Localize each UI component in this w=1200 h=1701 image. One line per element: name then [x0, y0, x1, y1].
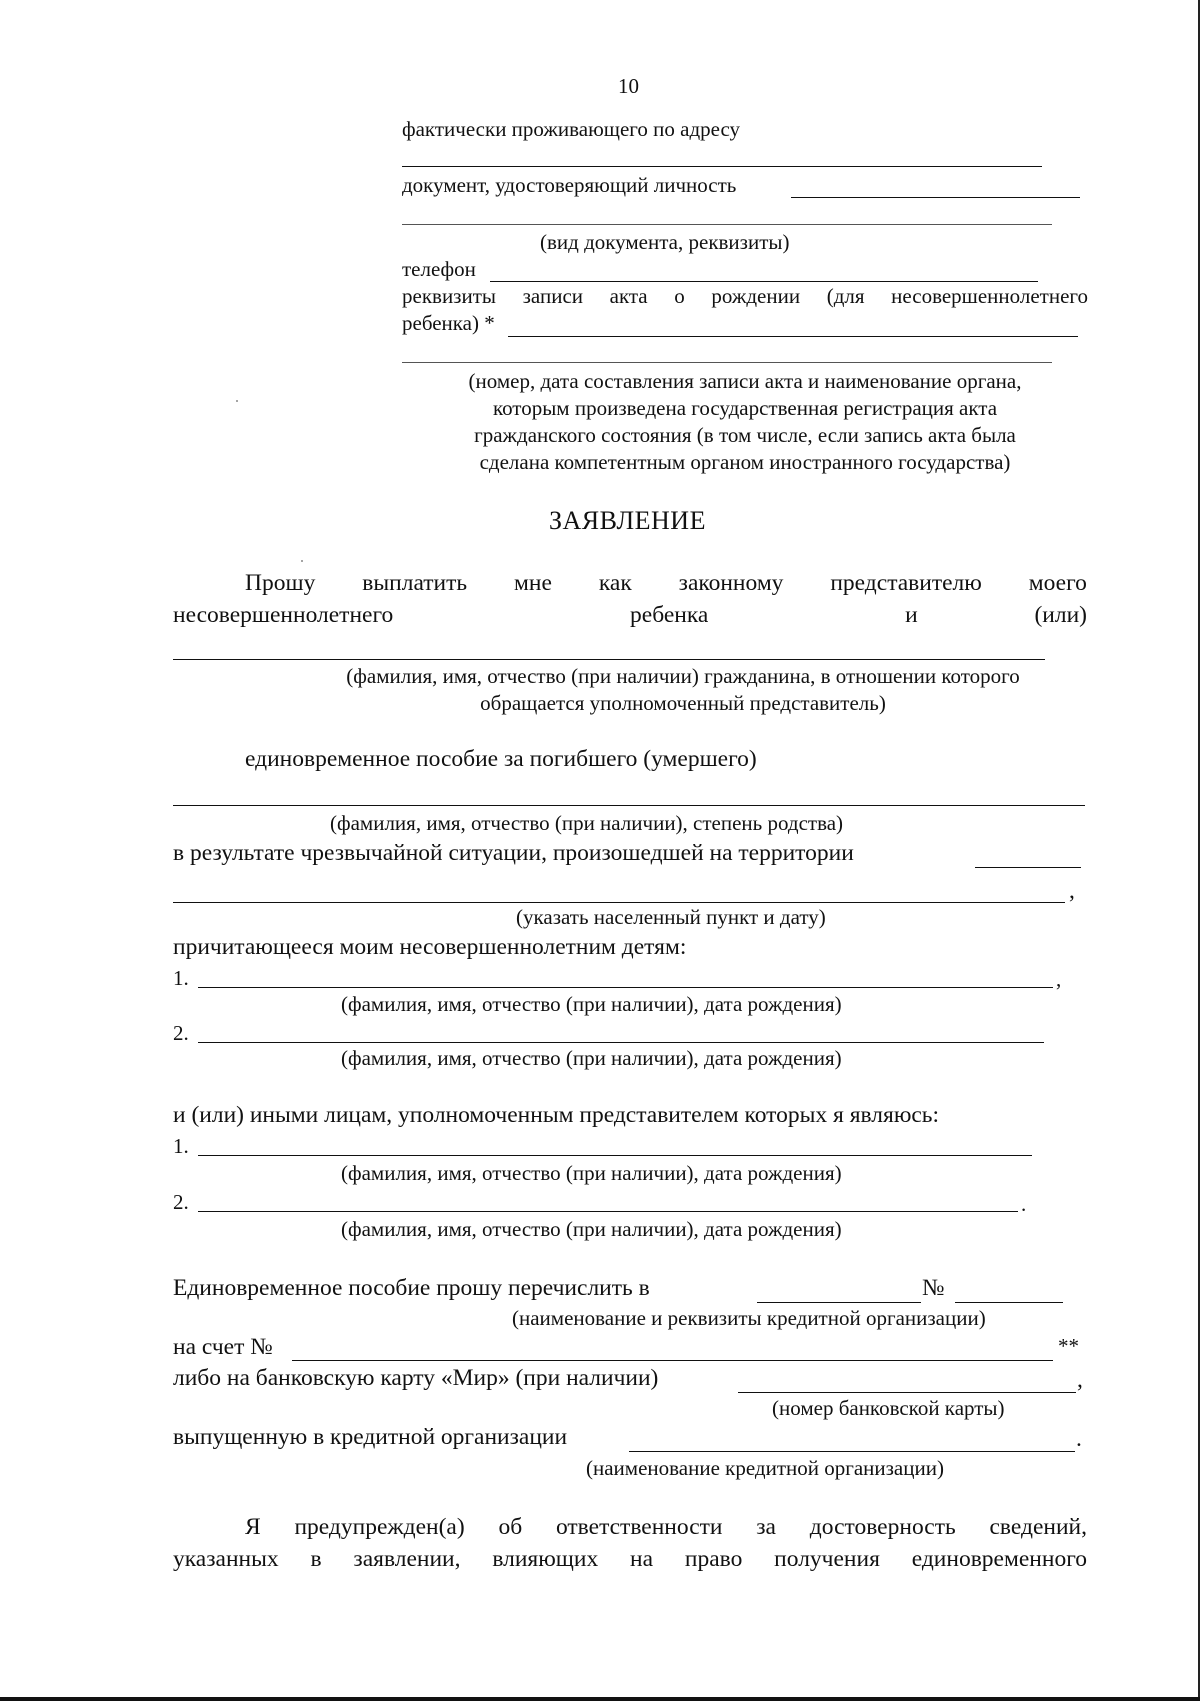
birth-record-line[interactable]	[508, 336, 1078, 337]
child-1-line[interactable]	[198, 987, 1053, 988]
request-word: (или)	[1034, 602, 1087, 628]
child-1-number: 1.	[173, 966, 189, 990]
phone-line[interactable]	[490, 281, 1038, 282]
birth-record-hint-2: которым произведена государственная регистрация акта	[492, 396, 998, 420]
double-asterisk: **	[1058, 1334, 1079, 1358]
page-number: 10	[618, 74, 639, 98]
id-document-line-2[interactable]	[402, 224, 1052, 225]
child-1-hint: (фамилия, имя, отчество (при наличии), дата рождения)	[341, 992, 842, 1016]
birth-record-hint-3: гражданского состояния (в том числе, если запись акта была	[474, 423, 1016, 447]
issued-hint: (наименование кредитной организации)	[586, 1456, 944, 1480]
transfer-text: Единовременное пособие прошу перечислить в	[173, 1275, 650, 1301]
birth-record-label	[402, 284, 1088, 309]
request-word: моего	[1028, 570, 1087, 596]
place-hint: (указать населенный пункт и дату)	[516, 905, 826, 929]
scan-speck	[301, 560, 303, 562]
id-document-line[interactable]	[791, 197, 1080, 198]
birth-record-label-2: ребенка) *	[402, 311, 495, 335]
bank-hint: (наименование и реквизиты кредитной организации)	[512, 1306, 986, 1330]
number-sign: №	[922, 1275, 945, 1301]
card-line[interactable]	[738, 1392, 1076, 1393]
account-line[interactable]	[292, 1360, 1053, 1361]
phone-label: телефон	[402, 257, 476, 281]
child-2-number: 2.	[173, 1021, 189, 1045]
request-word: как	[598, 570, 632, 596]
request-line-1	[245, 570, 1087, 597]
citizen-name-line[interactable]	[173, 659, 1045, 660]
child-1-end: ,	[1056, 967, 1062, 991]
other-2-number: 2.	[173, 1190, 189, 1214]
other-1-hint: (фамилия, имя, отчество (при наличии), дата рождения)	[341, 1161, 842, 1185]
issued-text: выпущенную в кредитной организации	[173, 1424, 568, 1450]
page-edge-bottom	[0, 1697, 1200, 1701]
issued-line[interactable]	[629, 1451, 1075, 1452]
request-line-2	[173, 602, 1087, 629]
other-2-line[interactable]	[198, 1211, 1018, 1212]
request-word: Прошу	[245, 570, 316, 596]
citizen-hint-2: обращается уполномоченный представитель)	[480, 691, 886, 715]
benefit-text: единовременное пособие за погибшего (умершего)	[245, 746, 757, 772]
citizen-hint-1: (фамилия, имя, отчество (при наличии) гражданина, в отношении которого	[346, 664, 1020, 688]
card-end: ,	[1077, 1367, 1083, 1393]
request-word: законному	[678, 570, 784, 596]
id-document-hint: (вид документа, реквизиты)	[540, 230, 790, 254]
request-word: несовершеннолетнего	[173, 602, 394, 628]
territory-line-2[interactable]	[173, 902, 1065, 903]
other-2-hint: (фамилия, имя, отчество (при наличии), дата рождения)	[341, 1217, 842, 1241]
request-word: выплатить	[362, 570, 468, 596]
card-hint: (номер банковской карты)	[772, 1396, 1005, 1420]
birth-record-hint-1: (номер, дата составления записи акта и наименование органа,	[468, 369, 1022, 393]
document-title: ЗАЯВЛЕНИЕ	[549, 506, 706, 535]
bank-number-line[interactable]	[955, 1302, 1063, 1303]
request-word: и	[905, 602, 918, 628]
other-2-end: .	[1021, 1192, 1027, 1216]
address-line[interactable]	[402, 166, 1042, 167]
scan-speck	[236, 400, 238, 402]
territory-line[interactable]	[975, 867, 1081, 868]
warning-line-1: Я предупрежден(а) об ответственности за достоверность сведений,	[245, 1514, 1087, 1540]
bank-name-line[interactable]	[757, 1302, 921, 1303]
others-text: и (или) иными лицам, уполномоченным представителем которых я являюсь:	[173, 1102, 940, 1128]
warning-line-1-wrap	[245, 1514, 1087, 1541]
deceased-hint: (фамилия, имя, отчество (при наличии), степень родства)	[330, 811, 844, 835]
card-text: либо на банковскую карту «Мир» (при наличии)	[173, 1365, 659, 1391]
issued-end: .	[1076, 1426, 1082, 1452]
other-1-number: 1.	[173, 1134, 189, 1158]
child-2-hint: (фамилия, имя, отчество (при наличии), дата рождения)	[341, 1046, 842, 1070]
warning-line-2-wrap	[173, 1546, 1087, 1573]
id-document-label: документ, удостоверяющий личность	[402, 173, 737, 197]
account-label: на счет №	[173, 1334, 273, 1360]
deceased-name-line[interactable]	[173, 805, 1085, 806]
request-word: мне	[514, 570, 552, 596]
emergency-text: в результате чрезвычайной ситуации, произошедшей на территории	[173, 840, 854, 866]
warning-line-2: указанных в заявлении, влияющих на право получения единовременного	[173, 1546, 1087, 1572]
birth-record-hint-4: сделана компетентным органом иностранного государства)	[479, 450, 1011, 474]
birth-record-label-1: реквизиты записи акта о рождении (для несовершеннолетнего	[402, 284, 1088, 308]
birth-record-line-2[interactable]	[402, 362, 1052, 363]
address-label: фактически проживающего по адресу	[402, 117, 741, 141]
children-text: причитающееся моим несовершеннолетним детям:	[173, 934, 687, 960]
request-word: представителю	[830, 570, 982, 596]
territory-comma: ,	[1069, 878, 1075, 904]
child-2-line[interactable]	[198, 1042, 1044, 1043]
request-word: ребенка	[630, 602, 709, 628]
other-1-line[interactable]	[198, 1155, 1032, 1156]
